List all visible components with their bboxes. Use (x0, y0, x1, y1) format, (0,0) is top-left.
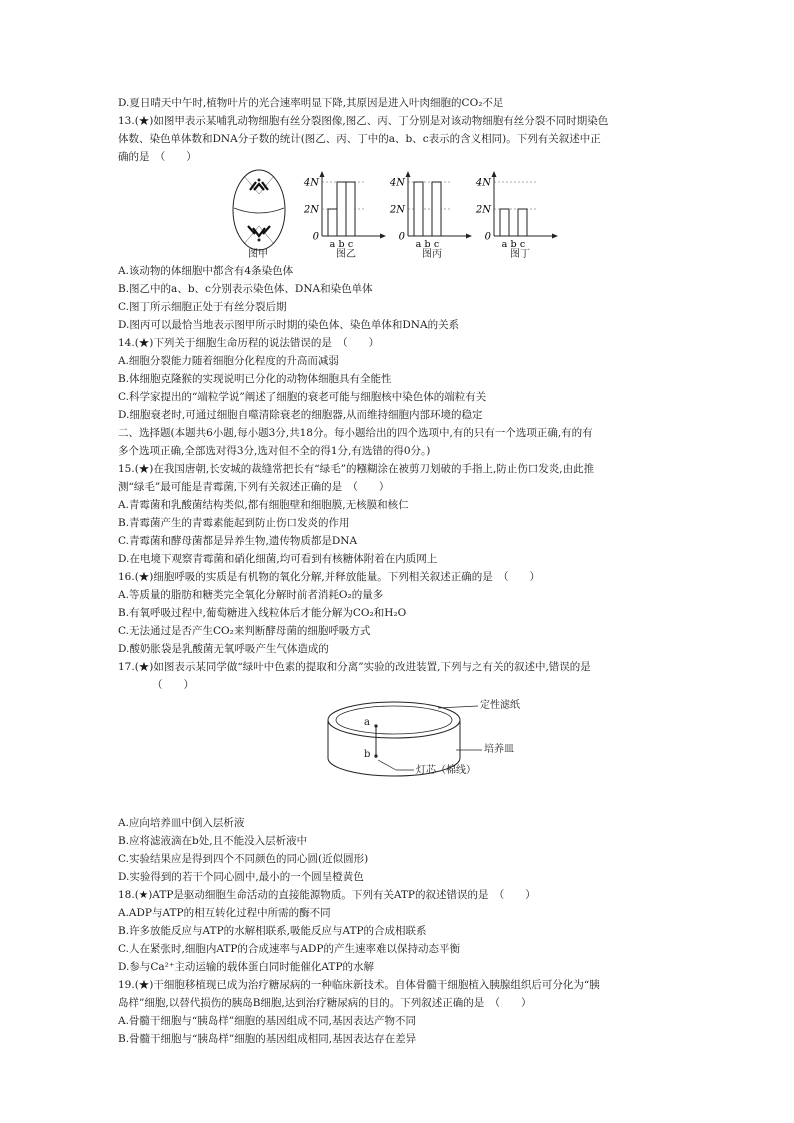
text-line: C.人在紧张时,细胞内ATP的合成速率与ADP的产生速率难以保持动态平衡 (118, 943, 460, 955)
text-line: D.夏日晴天中午时,植物叶片的光合速率明显下降,其原因是进入叶肉细胞的CO₂不足 (118, 97, 504, 109)
text-line: B.青霉菌产生的青霉素能起到防止伤口发炎的作用 (118, 517, 350, 529)
bar-c (432, 182, 441, 236)
y-tick-label: 2N (303, 204, 319, 216)
x-tick-label: b (510, 239, 517, 250)
text-line: 19.(★)干细胞移植现已成为治疗糖尿病的一种临床新技术。自体骨髓干细胞植入胰腺组织后可分化为“胰 (118, 979, 600, 991)
bar-b (337, 182, 346, 236)
text-line: C.青霉菌和酵母菌都是异养生物,遗传物质都是DNA (118, 535, 358, 547)
y-tick-label: 2N (389, 204, 405, 216)
bar-c (346, 182, 355, 236)
text-line: D.图丙可以最恰当地表示图甲所示时期的染色体、染色单体和DNA的关系 (118, 319, 460, 331)
text-line: C.实验结果应是得到四个不同颜色的同心圆(近似圆形) (118, 853, 369, 865)
y-tick-label-zero: 0 (484, 231, 491, 243)
text-line: 15.(★)在我国唐朝,长安城的裁缝常把长有“绿毛”的糨糊涂在被剪刀划破的手指上,防止伤口发炎,由此推 (118, 463, 595, 475)
text-line: D.酸奶胀袋是乳酸菌无氧呼吸产生气体造成的 (118, 643, 329, 655)
x-axis-arrow (552, 234, 558, 239)
question-13-header (118, 94, 678, 166)
text-line: A.该动物的体细胞中都含有4条染色体 (118, 265, 294, 277)
text-line: A.等质量的脂肪和糖类完全氧化分解时前者消耗O₂的量多 (118, 589, 384, 601)
label-filter-paper: 定性滤纸 (480, 700, 520, 711)
bar-a (328, 209, 337, 236)
bar-charts (303, 171, 558, 250)
bar-c (518, 209, 527, 236)
figure-13 (118, 168, 678, 260)
text-line: A.骨髓干细胞与“胰岛样”细胞的基因组成不同,基因表达产物不同 (118, 1015, 416, 1027)
text-line: D.实验得到的若干个同心圆中,最小的一个圆呈橙黄色 (118, 871, 364, 883)
y-tick-label: 2N (475, 204, 491, 216)
text-line: D.细胞衰老时,可通过细胞自噬清除衰老的细胞器,从而维持细胞内部环境的稳定 (118, 409, 483, 421)
text-line: C.无法通过是否产生CO₂来判断酵母菌的细胞呼吸方式 (118, 625, 371, 637)
x-tick-label: a (415, 239, 422, 250)
text-line: 13.(★)如图甲表示某哺乳动物细胞有丝分裂图像,图乙、丙、丁分别是对该动物细胞有丝分裂不同时期染色 (118, 115, 609, 127)
text-line: 岛样”细胞,以替代损伤的胰岛B细胞,达到治疗糖尿病的目的。下列叙述正确的是 （ ） (118, 997, 532, 1009)
text-line: 体数、染色单体数和DNA分子数的统计(图乙、丙、丁中的a、b、c表示的含义相同)。下列有关叙述中正 (118, 133, 601, 145)
x-tick-label: b (424, 239, 431, 250)
x-tick-label: b (338, 239, 345, 250)
text-line: 17.(★)如图表示某同学做“绿叶中色素的提取和分离”实验的改进装置,下列与之有关的叙述中,错误的是 (118, 661, 591, 673)
text-line: A.应向培养皿中倒入层析液 (118, 817, 245, 829)
q17-cont: （ ） (152, 679, 194, 691)
figure-17 (118, 696, 678, 814)
x-tick-label: c (347, 239, 354, 250)
text-line: B.体细胞克隆猴的实现说明已分化的动物体细胞具有全能性 (118, 373, 392, 385)
text-line: 14.(★)下列关于细胞生命历程的说法错误的是 （ ） (118, 337, 380, 349)
text-line: A.细胞分裂能力随着细胞分化程度的升高而减弱 (118, 355, 339, 367)
label-b: b (364, 749, 371, 760)
caption-bing: 图丙 (422, 249, 442, 260)
text-line: 16.(★)细胞呼吸的实质是有机物的氧化分解,并释放能量。下列相关叙述正确的是 （ ） (118, 571, 540, 583)
y-tick-label: 4N (475, 177, 491, 189)
label-a: a (364, 717, 370, 728)
x-tick-label: c (519, 239, 526, 250)
x-axis-arrow (380, 234, 386, 239)
bar-a (500, 209, 509, 236)
text-line: 多个选项正确,全部选对得3分,选对但不全的得1分,有选错的得0分。) (118, 445, 431, 457)
text-line: 确的是 （ ） (118, 151, 197, 163)
label-wick: 灯芯（棉线） (416, 765, 476, 776)
x-tick-label: c (433, 239, 440, 250)
y-tick-label: 4N (389, 177, 405, 189)
label-petri-dish: 培养皿 (484, 744, 514, 755)
text-line: B.有氧呼吸过程中,葡萄糖进入线粒体后才能分解为CO₂和H₂O (118, 607, 407, 619)
exam-page (118, 94, 678, 1048)
text-line: C.科学家提出的“端粒学说”阐述了细胞的衰老可能与细胞核中染色体的端粒有关 (118, 391, 487, 403)
text-line: 18.(★)ATP是驱动细胞生命活动的直接能源物质。下列有关ATP的叙述错误的是 （ ） (118, 889, 536, 901)
questions-17-to-19 (118, 814, 678, 1048)
cell-mitosis-image (233, 170, 285, 250)
caption-yi: 图乙 (336, 249, 356, 260)
caption-ding: 图丁 (510, 249, 530, 260)
x-axis-arrow (466, 234, 472, 239)
caption-jia: 图甲 (248, 249, 268, 260)
text-line: C.图丁所示细胞正处于有丝分裂后期 (118, 301, 287, 313)
x-tick-label: a (501, 239, 508, 250)
chromatography-device-svg (118, 696, 678, 814)
text-line: B.图乙中的a、b、c分别表示染色体、DNA和染色单体 (118, 283, 373, 295)
figure-13-svg (118, 168, 678, 260)
text-line: B.许多放能反应与ATP的水解相联系,吸能反应与ATP的合成相联系 (118, 925, 427, 937)
text-line: D.在电境下观察青霉菌和硝化细菌,均可看到有核糖体附着在内质网上 (118, 553, 438, 565)
y-axis-arrow (320, 171, 325, 177)
text-line: B.骨髓干细胞与“胰岛样”细胞的基因组成相同,基因表达存在差异 (118, 1033, 417, 1045)
text-line: B.应将滤液滴在b处,且不能没入层析液中 (118, 835, 308, 847)
text-line: A.ADP与ATP的相互转化过程中所需的酶不同 (118, 907, 331, 919)
y-axis-arrow (492, 171, 497, 177)
text-line: D.参与Ca²⁺主动运输的载体蛋白同时能催化ATP的水解 (118, 961, 375, 973)
y-tick-label: 4N (303, 177, 319, 189)
text-line: A.青霉菌和乳酸菌结构类似,都有细胞壁和细胞膜,无核膜和核仁 (118, 499, 409, 511)
questions-13-to-17 (118, 262, 678, 676)
x-tick-label: a (329, 239, 336, 250)
y-tick-label-zero: 0 (398, 231, 405, 243)
y-tick-label-zero: 0 (312, 231, 319, 243)
bar-a (414, 182, 423, 236)
text-line: 二、选择题(本题共6小题,每小题3分,共18分。每小题给出的四个选项中,有的只有一个选项正确,有的有 (118, 427, 593, 439)
text-line: 测“绿毛”最可能是青霉菌,下列有关叙述正确的是 （ ） (118, 481, 390, 493)
y-axis-arrow (406, 171, 411, 177)
